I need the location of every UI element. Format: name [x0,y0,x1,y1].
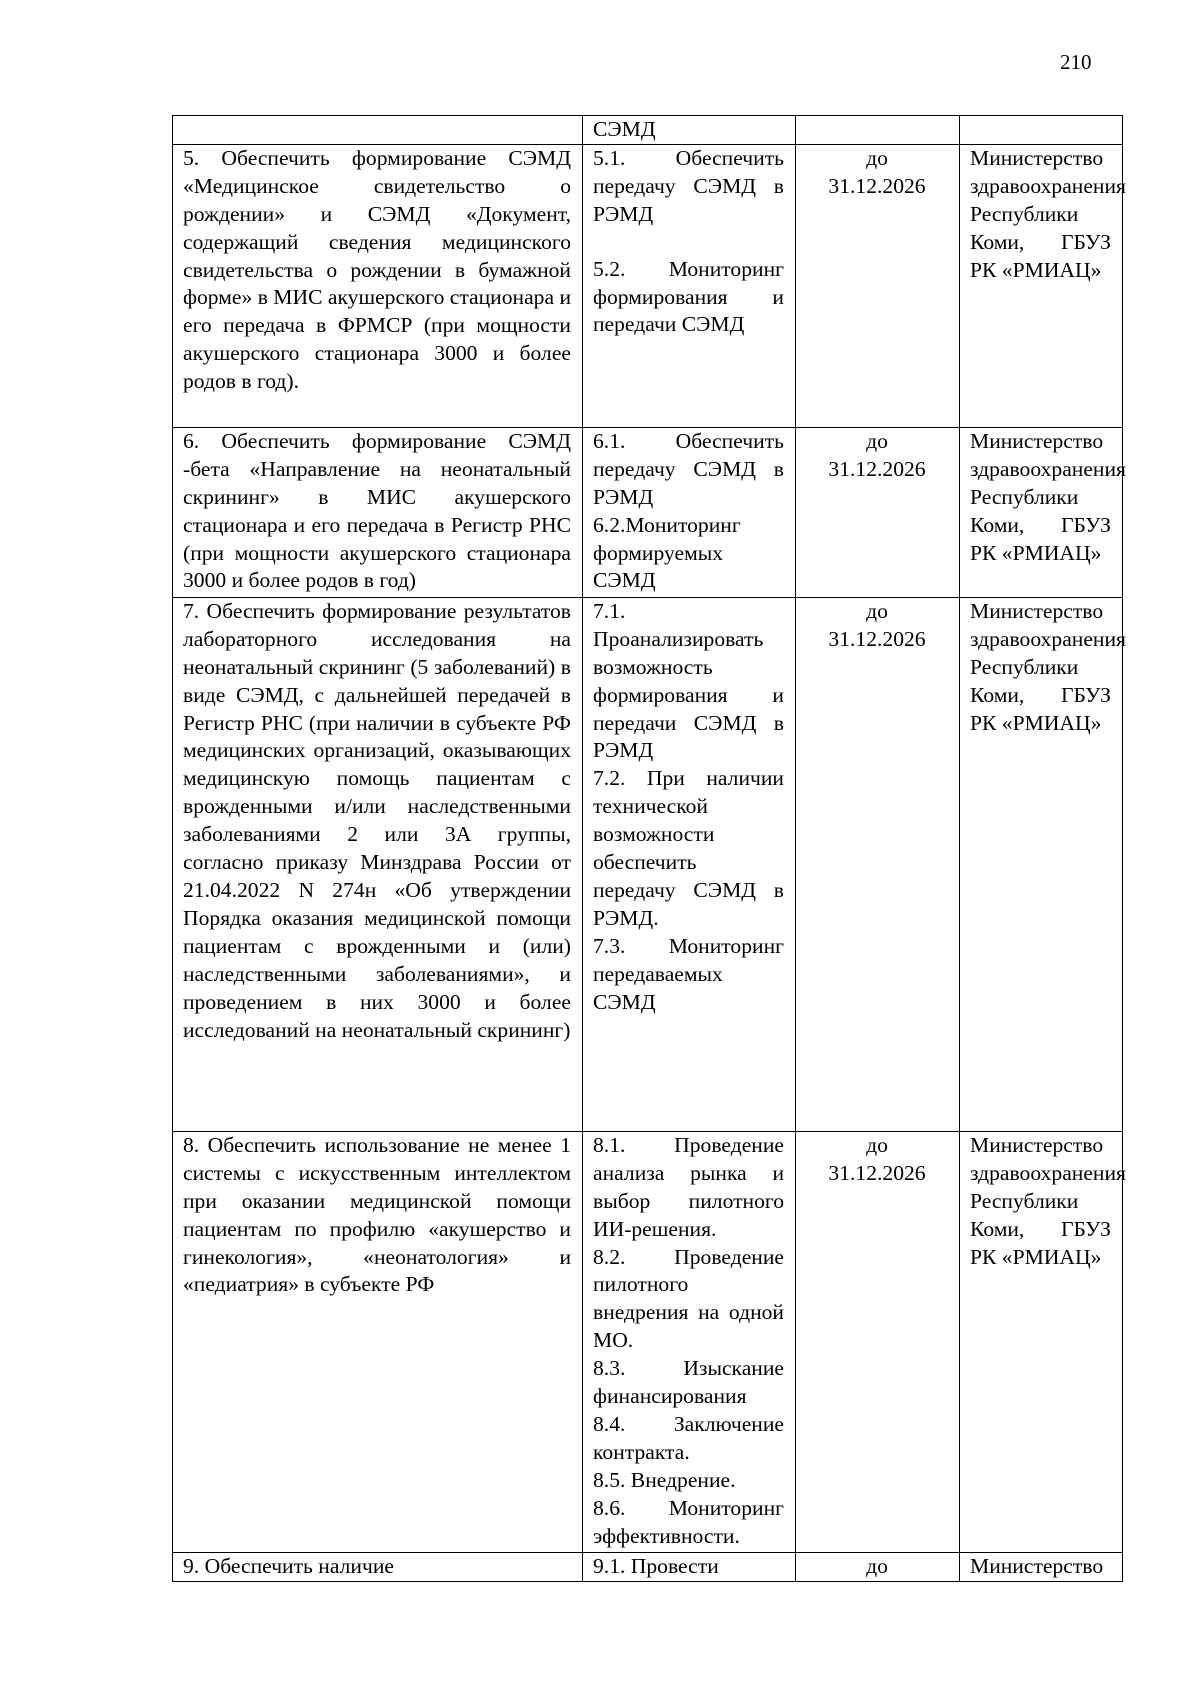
table-row [173,597,1123,1131]
table-row [173,1552,1123,1581]
task-cell: 6. Обеспечить формирование СЭМД -бета «Направление на неонатальный скрининг» в МИС акушерского стационара и его передача в Регистр РНС (при мощности акушерского стационара 3000 и более родов в год) [173,427,583,597]
actions-cell [583,116,796,145]
task-cell: 8. Обеспечить использование не менее 1 системы с искусственным интеллектом при оказании медицинской помощи пациентам по профилю «акушерство и гинекология», «неонатология» и «педиатрия» в субъекте РФ [173,1131,583,1552]
actions-cell [583,1131,796,1552]
table-row [173,116,1123,145]
responsible-cell: Министерство здравоохранения Республики Коми, ГБУЗ РК «РМИАЦ» [960,1131,1123,1552]
table-row [173,1131,1123,1552]
deadline-prefix: до [866,428,888,453]
action-item: 7.2. При наличии технической возможности обеспечить передачу СЭМД в РЭМД. [593,766,784,930]
action-item: 8.6. Мониторинг эффективности. [593,1495,784,1548]
action-item: 5.1. Обеспечить передачу СЭМД в РЭМД [593,145,784,226]
deadline-prefix: до [866,598,888,623]
responsible-cell [960,116,1123,145]
action-item: СЭМД [593,117,656,141]
action-item: 5.2. Мониторинг формирования и передачи СЭМД [593,256,784,337]
actions-cell [583,597,796,1131]
action-item: 7.3. Мониторинг передаваемых СЭМД [593,933,784,1014]
task-cell: 5. Обеспечить формирование СЭМД «Медицинское свидетельство о рождении» и СЭМД «Документ, содержащий сведения медицинского свидетельства о рождении в бумажной форме» в МИС акушерского стационара и его передача в ФРМСР (при мощности акушерского стационара 3000 и более родов в год). [173,144,583,427]
action-item: 9.1. Провести [593,1553,719,1578]
action-item: 6.1. Обеспечить передачу СЭМД в РЭМД [593,428,784,509]
deadline-date: 31.12.2026 [828,456,926,481]
action-item: 7.1. Проанализировать возможность формирования и передачи СЭМД в РЭМД [593,598,784,763]
task-cell: 7. Обеспечить формирование результатов лабораторного исследования на неонатальный скрининг (5 заболеваний) в виде СЭМД, с дальнейшей передачей в Регистр РНС (при наличии в субъекте РФ медицинских организаций, оказывающих медицинскую помощь пациентам с врожденными и/или наследственными заболеваниями 2 или 3А группы, согласно приказу Минздрава России от 21.04.2022 N 274н «Об утверждении Порядка оказания медицинской помощи пациентам с врожденными и (или) наследственными заболеваниями», и проведением в них 3000 и более исследований на неонатальный скрининг) [173,597,583,1131]
action-plan-table [172,115,1126,1582]
actions-cell [583,427,796,597]
action-item: 8.5. Внедрение. [593,1467,736,1492]
deadline-cell [796,597,960,1131]
actions-cell [583,1552,796,1581]
action-item: 6.2.Мониторинг формируемых СЭМД [593,512,741,593]
task-cell: 9. Обеспечить наличие [173,1552,583,1581]
deadline-date: 31.12.2026 [828,1160,926,1185]
deadline-prefix: до [866,1132,888,1157]
actions-cell [583,144,796,427]
responsible-cell: Министерство здравоохранения Республики Коми, ГБУЗ РК «РМИАЦ» [960,427,1123,597]
task-cell [173,116,583,145]
deadline-prefix: до [866,145,888,170]
deadline-cell [796,427,960,597]
deadline-date: 31.12.2026 [828,626,926,651]
table-row [173,144,1123,427]
deadline-date: 31.12.2026 [828,173,926,198]
table-row [173,427,1123,597]
page-number: 210 [1060,50,1092,74]
deadline-cell [796,1552,960,1581]
deadline-cell [796,116,960,145]
action-item: 8.1. Проведение анализа рынка и выбор пилотного ИИ-решения. [593,1132,784,1241]
responsible-cell: Министерство [960,1552,1123,1581]
action-item: 8.4. Заключение контракта. [593,1411,784,1464]
action-item: 8.2. Проведение пилотного внедрения на одной МО. [593,1244,784,1353]
responsible-cell: Министерство здравоохранения Республики Коми, ГБУЗ РК «РМИАЦ» [960,144,1123,427]
deadline-cell [796,144,960,427]
deadline-cell [796,1131,960,1552]
deadline-prefix: до [866,1553,888,1578]
responsible-cell: Министерство здравоохранения Республики Коми, ГБУЗ РК «РМИАЦ» [960,597,1123,1131]
action-item: 8.3. Изыскание финансирования [593,1356,784,1409]
